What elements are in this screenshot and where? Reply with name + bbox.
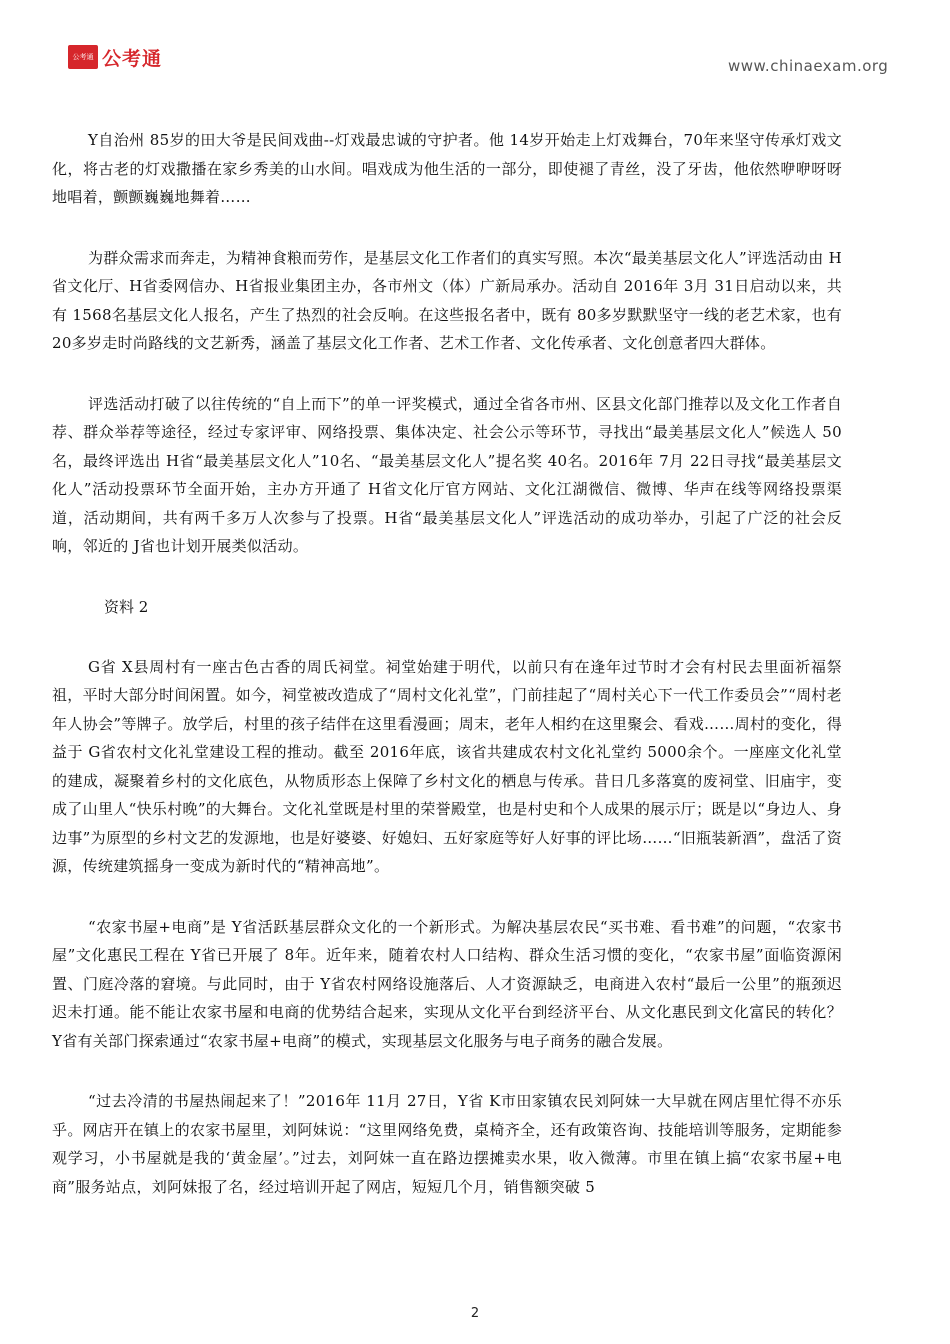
paragraph-4: G省 X县周村有一座古色古香的周氏祠堂。祠堂始建于明代，以前只有在逢年过节时才会有村民去里面祈福祭祖，平时大部分时间闲置。如今，祠堂被改造成了“周村文化礼堂”，门前挂起了“周村关心下一代工作委员会”“周村老年人协会”等牌子。放学后，村里的孩子结伴在这里看漫画；周末，老年人相约在这里聚会、看戏……周村的变化，得益于 G省农村文化礼堂建设工程的推动。截至 2016年底，该省共建成农村文化礼堂约 5000余个。一座座文化礼堂的建成，凝聚着乡村的文化底色，从物质形态上保障了乡村文化的栖息与传承。昔日几多落寞的废祠堂、旧庙宇，变成了山里人“快乐村晚”的大舞台。文化礼堂既是村里的荣誉殿堂，也是村史和个人成果的展示厅；既是以“身边人、身边事”为原型的乡村文艺的发源地，也是好婆婆、好媳妇、五好家庭等好人好事的评比场……“旧瓶装新酒”，盘活了资源，传统建筑摇身一变成为新时代的“精神高地”。: [52, 657, 842, 875]
logo-badge: 公考通: [68, 45, 98, 69]
page-header: [0, 0, 950, 100]
page-number: 2: [470, 1306, 480, 1321]
paragraph-3: 评选活动打破了以往传统的“自上而下”的单一评奖模式，通过全省各市州、区县文化部门推荐以及文化工作者自荐、群众举荐等途径，经过专家评审、网络投票、集体决定、社会公示等环节，寻找出“最美基层文化人”候选人 50名，最终评选出 H省“最美基层文化人”10名、“最美基层文化人”提名奖 40名。2016年 7月 22日寻找“最美基层文化人”活动投票环节全面开始，主办方开通了 H省文化厅官方网站、文化江湖微信、微博、华声在线等网络投票渠道，活动期间，共有两千多万人次参与了投票。H省“最美基层文化人”评选活动的成功举办，引起了广泛的社会反响，邻近的 J省也计划开展类似活动。: [52, 394, 842, 555]
section-title: 资料 2: [104, 597, 149, 616]
site-url-link[interactable]: www.chinaexam.org: [728, 57, 889, 75]
paragraph-5: “农家书屋+电商”是 Y省活跃基层群众文化的一个新形式。为解决基层农民“买书难、看书难”的问题，“农家书屋”文化惠民工程在 Y省已开展了 8年。近年来，随着农村人口结构、群众生活习惯的变化，“农家书屋”面临资源闲置、门庭冷落的窘境。与此同时，由于 Y省农村网络设施落后、人才资源缺乏，电商进入农村“最后一公里”的瓶颈迟迟未打通。能不能让农家书屋和电商的优势结合起来，实现从文化平台到经济平台、从文化惠民到文化富民的转化？Y省有关部门探索通过“农家书屋+电商”的模式，实现基层文化服务与电子商务的融合发展。: [52, 917, 842, 1050]
document-body: [52, 126, 842, 1233]
paragraph-2: 为群众需求而奔走，为精神食粮而劳作，是基层文化工作者们的真实写照。本次“最美基层文化人”评选活动由 H省文化厅、H省委网信办、H省报业集团主办，各市州文（体）广新局承办。活动自 2016年 3月 31日启动以来，共有 1568名基层文化人报名，产生了热烈的社会反响。在这些报名者中，既有 80多岁默默坚守一线的老艺术家，也有 20多岁走时尚路线的文艺新秀，涵盖了基层文化工作者、艺术工作者、文化传承者、文化创意者四大群体。: [52, 248, 842, 352]
paragraph-6: “过去冷清的书屋热闹起来了！”2016年 11月 27日，Y省 K市田家镇农民刘阿妹一大早就在网店里忙得不亦乐乎。网店开在镇上的农家书屋里，刘阿妹说：“这里网络免费，桌椅齐全，还有政策咨询、技能培训等服务，定期能参观学习，小书屋就是我的‘黄金屋’。”过去，刘阿妹一直在路边摆摊卖水果，收入微薄。市里在镇上搞“农家书屋+电商”服务站点，刘阿妹报了名，经过培训开起了网店，短短几个月，销售额突破 5: [52, 1092, 842, 1196]
site-logo[interactable]: [68, 44, 162, 70]
logo-text: 公考通: [102, 47, 163, 70]
paragraph-1: Y自治州 85岁的田大爷是民间戏曲--灯戏最忠诚的守护者。他 14岁开始走上灯戏舞台，70年来坚守传承灯戏文化，将古老的灯戏撒播在家乡秀美的山水间。唱戏成为他生活的一部分，即使褪了青丝，没了牙齿，他依然咿咿呀呀地唱着，颤颤巍巍地舞着……: [52, 131, 842, 206]
